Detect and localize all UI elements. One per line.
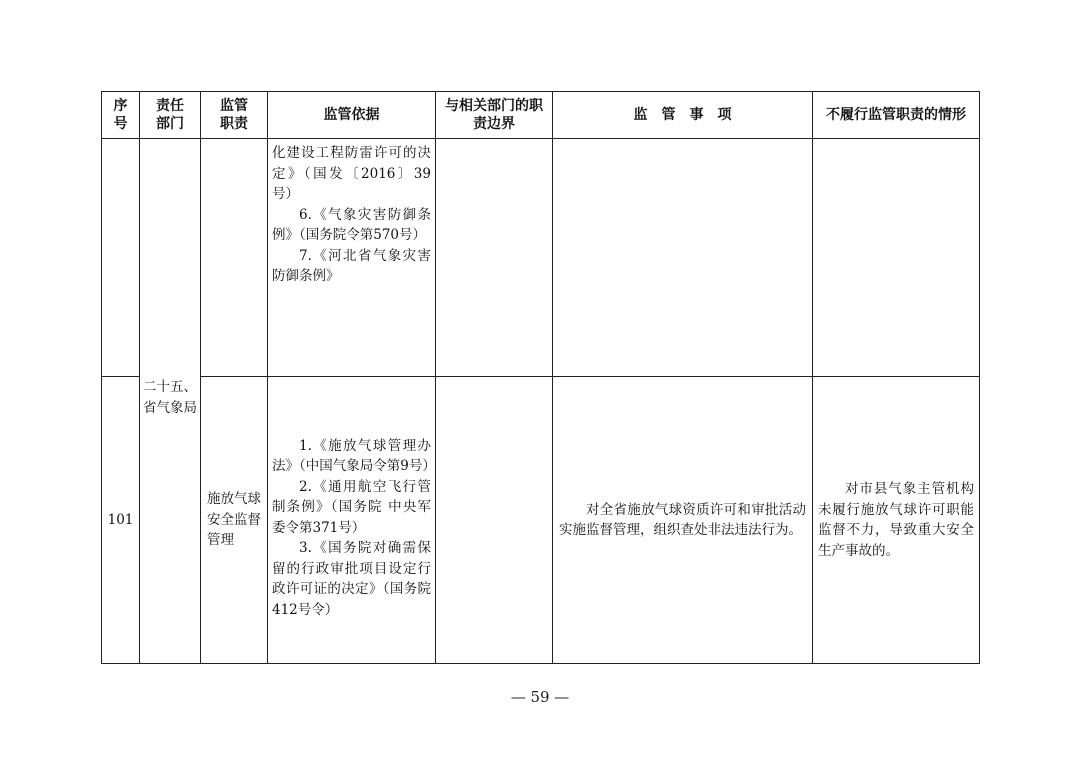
basis-line: 化建设工程防雷许可的决定》（国发〔2016〕39号）: [272, 145, 431, 202]
failure-cell-continued: [813, 139, 980, 377]
seq-text: 101: [107, 511, 134, 528]
items-cell-continued: [553, 139, 813, 377]
duty-text: 施放气球安全监督管理: [207, 491, 261, 549]
header-dept: 责任部门: [140, 92, 201, 139]
header-seq: 序号: [102, 92, 140, 139]
items-cell: [553, 377, 813, 664]
items-text: 对全省施放气球资质许可和审批活动实施监督管理，组织查处非法违法行为。: [559, 501, 806, 538]
dept-text: 二十五、省气象局: [143, 379, 197, 416]
boundary-cell-continued: [436, 139, 553, 377]
header-row: [102, 92, 980, 139]
basis-cell: [268, 377, 436, 664]
basis-cell-continued: [268, 139, 436, 377]
basis-line: 2.《通用航空飞行管制条例》（国务院 中央军委令第371号）: [272, 478, 431, 536]
table-row: [102, 377, 980, 664]
basis-text: [268, 420, 435, 621]
duty-cell: [201, 377, 268, 664]
page-number: — 59 —: [510, 688, 570, 706]
header-failure: 不履行监管职责的情形: [813, 92, 980, 139]
seq-cell-continued: [102, 139, 140, 377]
header-duty: 监管职责: [201, 92, 268, 139]
basis-line: 3.《国务院对确需保留的行政审批项目设定行政许可证的决定》（国务院412号令）: [272, 540, 431, 618]
basis-line: 6.《气象灾害防御条例》（国务院令第570号）: [272, 206, 431, 243]
duty-cell-continued: [201, 139, 268, 377]
failure-text: 对市县气象主管机构未履行施放气球许可职能监督不力，导致重大安全生产事故的。: [818, 481, 974, 559]
header-basis: 监管依据: [268, 92, 436, 139]
header-items: 监 管 事 项: [553, 92, 813, 139]
dept-cell: [140, 139, 201, 664]
basis-line: 1.《施放气球管理办法》（中国气象局令第9号）: [272, 437, 436, 475]
supervision-table: [101, 91, 980, 664]
boundary-cell: [436, 377, 553, 664]
seq-cell: [102, 377, 140, 664]
header-boundary: 与相关部门的职责边界: [436, 92, 553, 139]
basis-text-continued: [268, 139, 435, 287]
failure-cell: [813, 377, 980, 664]
basis-line: 7.《河北省气象灾害防御条例》: [272, 247, 431, 284]
table-row: [102, 139, 980, 377]
